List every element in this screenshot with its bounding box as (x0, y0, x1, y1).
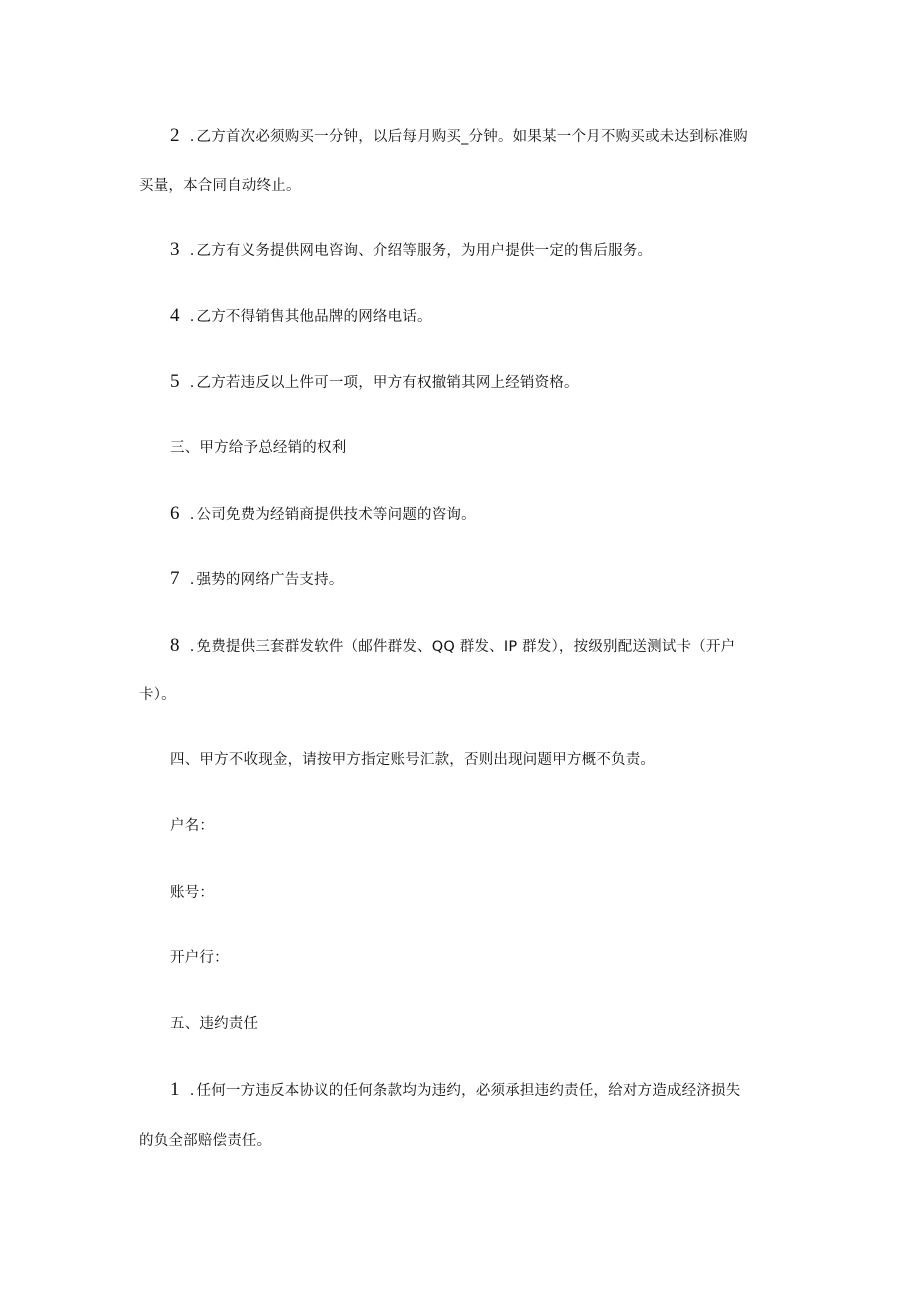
clause-text: 公司免费为经销商提供技术等问题的咨询。 (196, 507, 476, 523)
clause-text: 强势的网络广告支持。 (196, 572, 344, 588)
clause-separator: . (189, 507, 195, 523)
clause-8-continuation: 卡）。 (139, 687, 176, 703)
clause-text: 任何一方违反本协议的任何条款均为违约，必须承担违约责任，给对方造成经济损失 (196, 1083, 741, 1099)
section-heading-3: 三、甲方给予总经销的权利 (170, 440, 347, 456)
clause-separator: . (189, 1083, 195, 1099)
clause-separator: . (189, 639, 195, 655)
clause-text: 乙方有义务提供网电咨询、介绍等服务，为用户提供一定的售后服务。 (196, 243, 653, 259)
clause-separator: . (189, 309, 195, 325)
clause-separator: . (189, 375, 195, 391)
clause-8 (170, 636, 735, 657)
clause-4 (170, 306, 432, 327)
clause-separator: . (189, 129, 195, 145)
account-number-label: 账号： (170, 885, 215, 901)
clause-2 (170, 126, 748, 147)
clause-5 (170, 372, 579, 393)
clause-number: 1 (170, 1079, 180, 1100)
clause-2-continuation: 买量，本合同自动终止。 (139, 178, 301, 194)
clause-7 (170, 569, 344, 590)
bank-label: 开户行： (170, 950, 229, 966)
clause-text: 免费提供三套群发软件（邮件群发、QQ 群发、IP 群发），按级别配送测试卡（开户 (196, 639, 736, 655)
clause-number: 3 (170, 239, 180, 260)
clause-1 (170, 1080, 740, 1101)
section-heading-4: 四、甲方不收现金，请按甲方指定账号汇款，否则出现问题甲方概不负责。 (170, 752, 656, 768)
clause-1-continuation: 的负全部赔偿责任。 (139, 1133, 272, 1149)
section-heading-5: 五、违约责任 (170, 1016, 259, 1032)
clause-number: 7 (170, 568, 180, 589)
clause-separator: . (189, 572, 195, 588)
clause-number: 4 (170, 305, 180, 326)
clause-number: 8 (170, 635, 180, 656)
clause-number: 2 (170, 125, 180, 146)
clause-number: 6 (170, 503, 180, 524)
clause-text: 乙方不得销售其他品牌的网络电话。 (196, 309, 432, 325)
clause-text: 乙方首次必须购买一分钟，以后每月购买_分钟。如果某一个月不购买或未达到标准购 (196, 129, 748, 145)
account-name-label: 户名： (170, 818, 215, 834)
clause-text: 乙方若违反以上件可一项，甲方有权撤销其网上经销资格。 (196, 375, 579, 391)
clause-separator: . (189, 243, 195, 259)
clause-number: 5 (170, 371, 180, 392)
clause-6 (170, 504, 476, 525)
clause-3 (170, 240, 652, 261)
